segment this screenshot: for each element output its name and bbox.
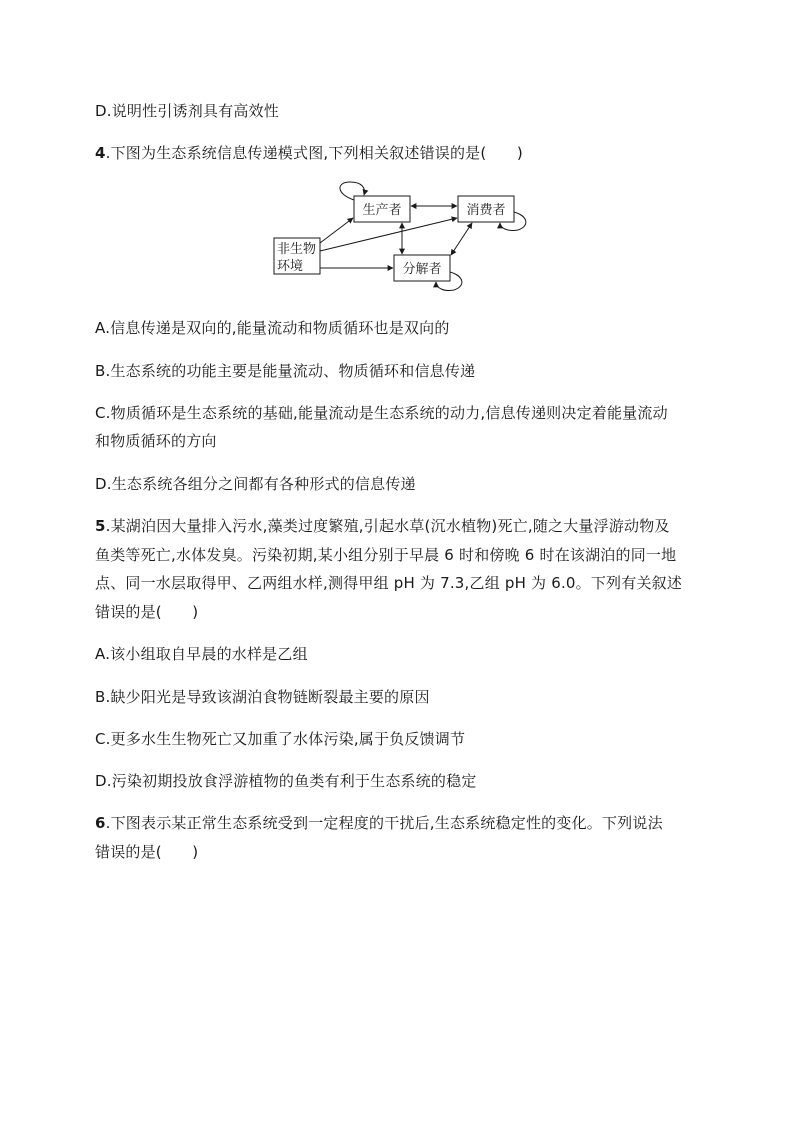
arrow-abiotic-consumer xyxy=(320,218,457,251)
q5-stem-line4: 错误的是( ) xyxy=(95,603,199,621)
q5-option-c: C.更多水生生物死亡又加重了水体污染,属于负反馈调节 xyxy=(95,730,466,748)
q6-stem-line2: 错误的是( ) xyxy=(95,843,199,861)
info-transfer-diagram xyxy=(0,0,794,320)
question-number: 4 xyxy=(95,144,106,162)
question-number: 5 xyxy=(95,517,106,535)
q5-option-a: A.该小组取自早晨的水样是乙组 xyxy=(95,645,308,663)
consumer-label: 消费者 xyxy=(466,203,506,218)
q4-option-d: D.生态系统各组分之间都有各种形式的信息传递 xyxy=(95,475,416,493)
question-number: 6 xyxy=(95,814,106,832)
producer-label: 生产者 xyxy=(362,203,402,218)
q5-stem-line2: 鱼类等死亡,水体发臭。污染初期,某小组分别于早晨 6 时和傍晚 6 时在该湖泊的同一地 xyxy=(95,546,677,564)
q5-option-b: B.缺少阳光是导致该湖泊食物链断裂最主要的原因 xyxy=(95,688,430,706)
q6-stem-line1: 6.下图表示某正常生态系统受到一定程度的干扰后,生态系统稳定性的变化。下列说法 xyxy=(95,814,663,832)
decomposer-label: 分解者 xyxy=(402,262,442,277)
q4-option-c-line2: 和物质循环的方向 xyxy=(95,432,217,450)
q4-stem: 4.下图为生态系统信息传递模式图,下列相关叙述错误的是( ) xyxy=(95,144,523,162)
arrow-abiotic-producer xyxy=(320,218,353,243)
q5-stem-line1: 5.某湖泊因大量排入污水,藻类过度繁殖,引起水草(沉水植物)死亡,随之大量浮游动物及 xyxy=(95,517,670,535)
q4-option-b: B.生态系统的功能主要是能量流动、物质循环和信息传递 xyxy=(95,362,476,380)
abiotic-label-line2: 环境 xyxy=(277,259,304,274)
q5-option-d: D.污染初期投放食浮游植物的鱼类有利于生态系统的稳定 xyxy=(95,772,477,790)
arrow-consumer-decomposer xyxy=(451,223,472,255)
q3-option-d: D.说明性引诱剂具有高效性 xyxy=(95,102,279,120)
q5-stem-line3: 点、同一水层取得甲、乙两组水样,测得甲组 pH 为 7.3,乙组 pH 为 6.0。下列有关叙述 xyxy=(95,574,683,592)
q4-option-c-line1: C.物质循环是生态系统的基础,能量流动是生态系统的动力,信息传递则决定着能量流动 xyxy=(95,404,668,422)
abiotic-label-line1: 非生物 xyxy=(277,242,317,257)
q4-option-a: A.信息传递是双向的,能量流动和物质循环也是双向的 xyxy=(95,319,450,337)
